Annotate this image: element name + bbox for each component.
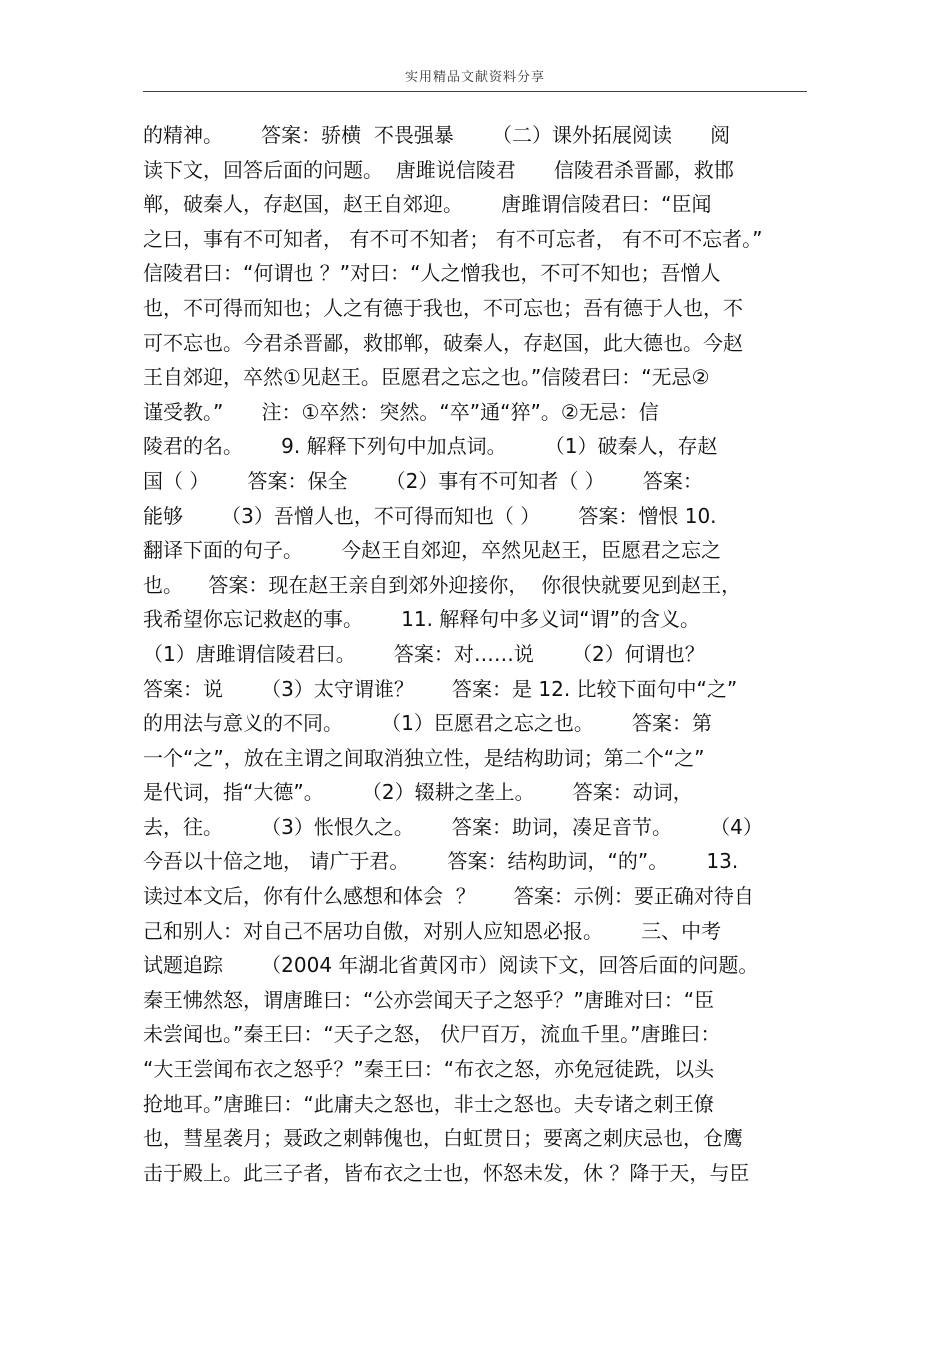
text-line: 一个“之”，放在主谓之间取消独立性，是结构助词；第二个“之” [143, 745, 705, 770]
text-line: 己和别人：对自己不居功自傲，对别人应知恩必报。 三、中考 [143, 918, 722, 943]
text-line: 可不忘也。今君杀晋鄙，救邯郸，破秦人，存赵国，此大德也。今赵 [143, 330, 743, 355]
text-line: 未尝闻也。”秦王曰：“天子之怒， 伏尸百万，流血千里。”唐雎曰： [143, 1022, 721, 1047]
document-body [143, 118, 807, 1190]
text-line: 击于殿上。此三子者，皆布衣之士也，怀怒未发，休 ？降于天，与臣 [143, 1160, 750, 1185]
text-line: 试题追踪 （2004 年湖北省黄冈市）阅读下文，回答后面的问题。 [143, 953, 759, 978]
text-line: 也，不可得而知也；人之有德于我也，不可忘也；吾有德于人也，不 [143, 295, 743, 320]
text-line: 王自郊迎，卒然①见赵王。臣愿君之忘之也。”信陵君曰：“无忌② [143, 365, 710, 390]
text-line: 陵君的名。 9. 解释下列句中加点词。 （1）破秦人，存赵 [143, 434, 718, 459]
text-line: 答案：说 （3）太守谓谁？ 答案：是 12. 比较下面句中“之” [143, 676, 738, 701]
text-line: 今吾以十倍之地， 请广于君。 答案：结构助词，“的”。 13. [143, 849, 739, 874]
text-line: 信陵君曰：“何谓也 ？”对曰：“人之憎我也，不可不知也；吾憎人 [143, 261, 721, 286]
text-line: 也，彗星袭月；聂政之刺韩傀也，白虹贯日；要离之刺庆忌也，仓鹰 [143, 1126, 743, 1151]
text-line: 读下文，回答后面的问题。 唐雎说信陵君 信陵君杀晋鄙，救邯 [143, 157, 734, 182]
text-line: 是代词，指“大德”。 （2）辍耕之垄上。 答案：动词， [143, 780, 693, 805]
text-line: 也。 答案：现在赵王亲自到郊外迎接你， 你很快就要见到赵王， [143, 572, 742, 597]
text-line: 之曰，事有不可知者， 有不可不知者； 有不可忘者， 有不可不忘者。” [143, 226, 763, 251]
text-line: （1）唐雎谓信陵君曰。 答案：对……说 （2）何谓也？ [143, 641, 705, 666]
text-line: 郸，破秦人，存赵国，赵王自郊迎。 唐雎谓信陵君曰：“臣闻 [143, 192, 712, 217]
text-line: 秦王怫然怒，谓唐雎曰：“公亦尝闻天子之怒乎？”唐雎对曰：“臣 [143, 987, 715, 1012]
text-line: 国（ ） 答案：保全 （2）事有不可知者（ ） 答案： [143, 468, 703, 493]
text-line: “大王尝闻布衣之怒乎？”秦王曰：“布衣之怒，亦免冠徒跣，以头 [143, 1057, 715, 1082]
text-line: 翻译下面的句子。 今赵王自郊迎，卒然见赵王，臣愿君之忘之 [143, 538, 722, 563]
text-line: 去，往。 （3）怅恨久之。 答案：助词，凑足音节。 （4） [143, 814, 763, 839]
page-header-title: 实用精品文献资料分享 [404, 70, 545, 85]
text-line: 谨受教。” 注：①卒然：突然。“卒”通“猝”。②无忌：信 [143, 399, 659, 424]
text-line: 能够 （3）吾憎人也，不可得而知也（ ） 答案：憎恨 10. [143, 503, 717, 528]
text-line: 读过本文后，你有什么感想和体会 ？ 答案：示例：要正确对待自 [143, 884, 754, 909]
header-divider [143, 91, 807, 92]
text-line: 抢地耳。”唐雎曰：“此庸夫之怒也，非士之怒也。夫专诸之刺王僚 [143, 1091, 714, 1116]
text-line: 的精神。 答案：骄横 不畏强暴 （二）课外拓展阅读 阅 [143, 123, 731, 147]
text-line: 我希望你忘记救赵的事。 11. 解释句中多义词“谓”的含义。 [143, 607, 701, 632]
text-line: 的用法与意义的不同。 （1）臣愿君之忘之也。 答案：第 [143, 711, 713, 736]
